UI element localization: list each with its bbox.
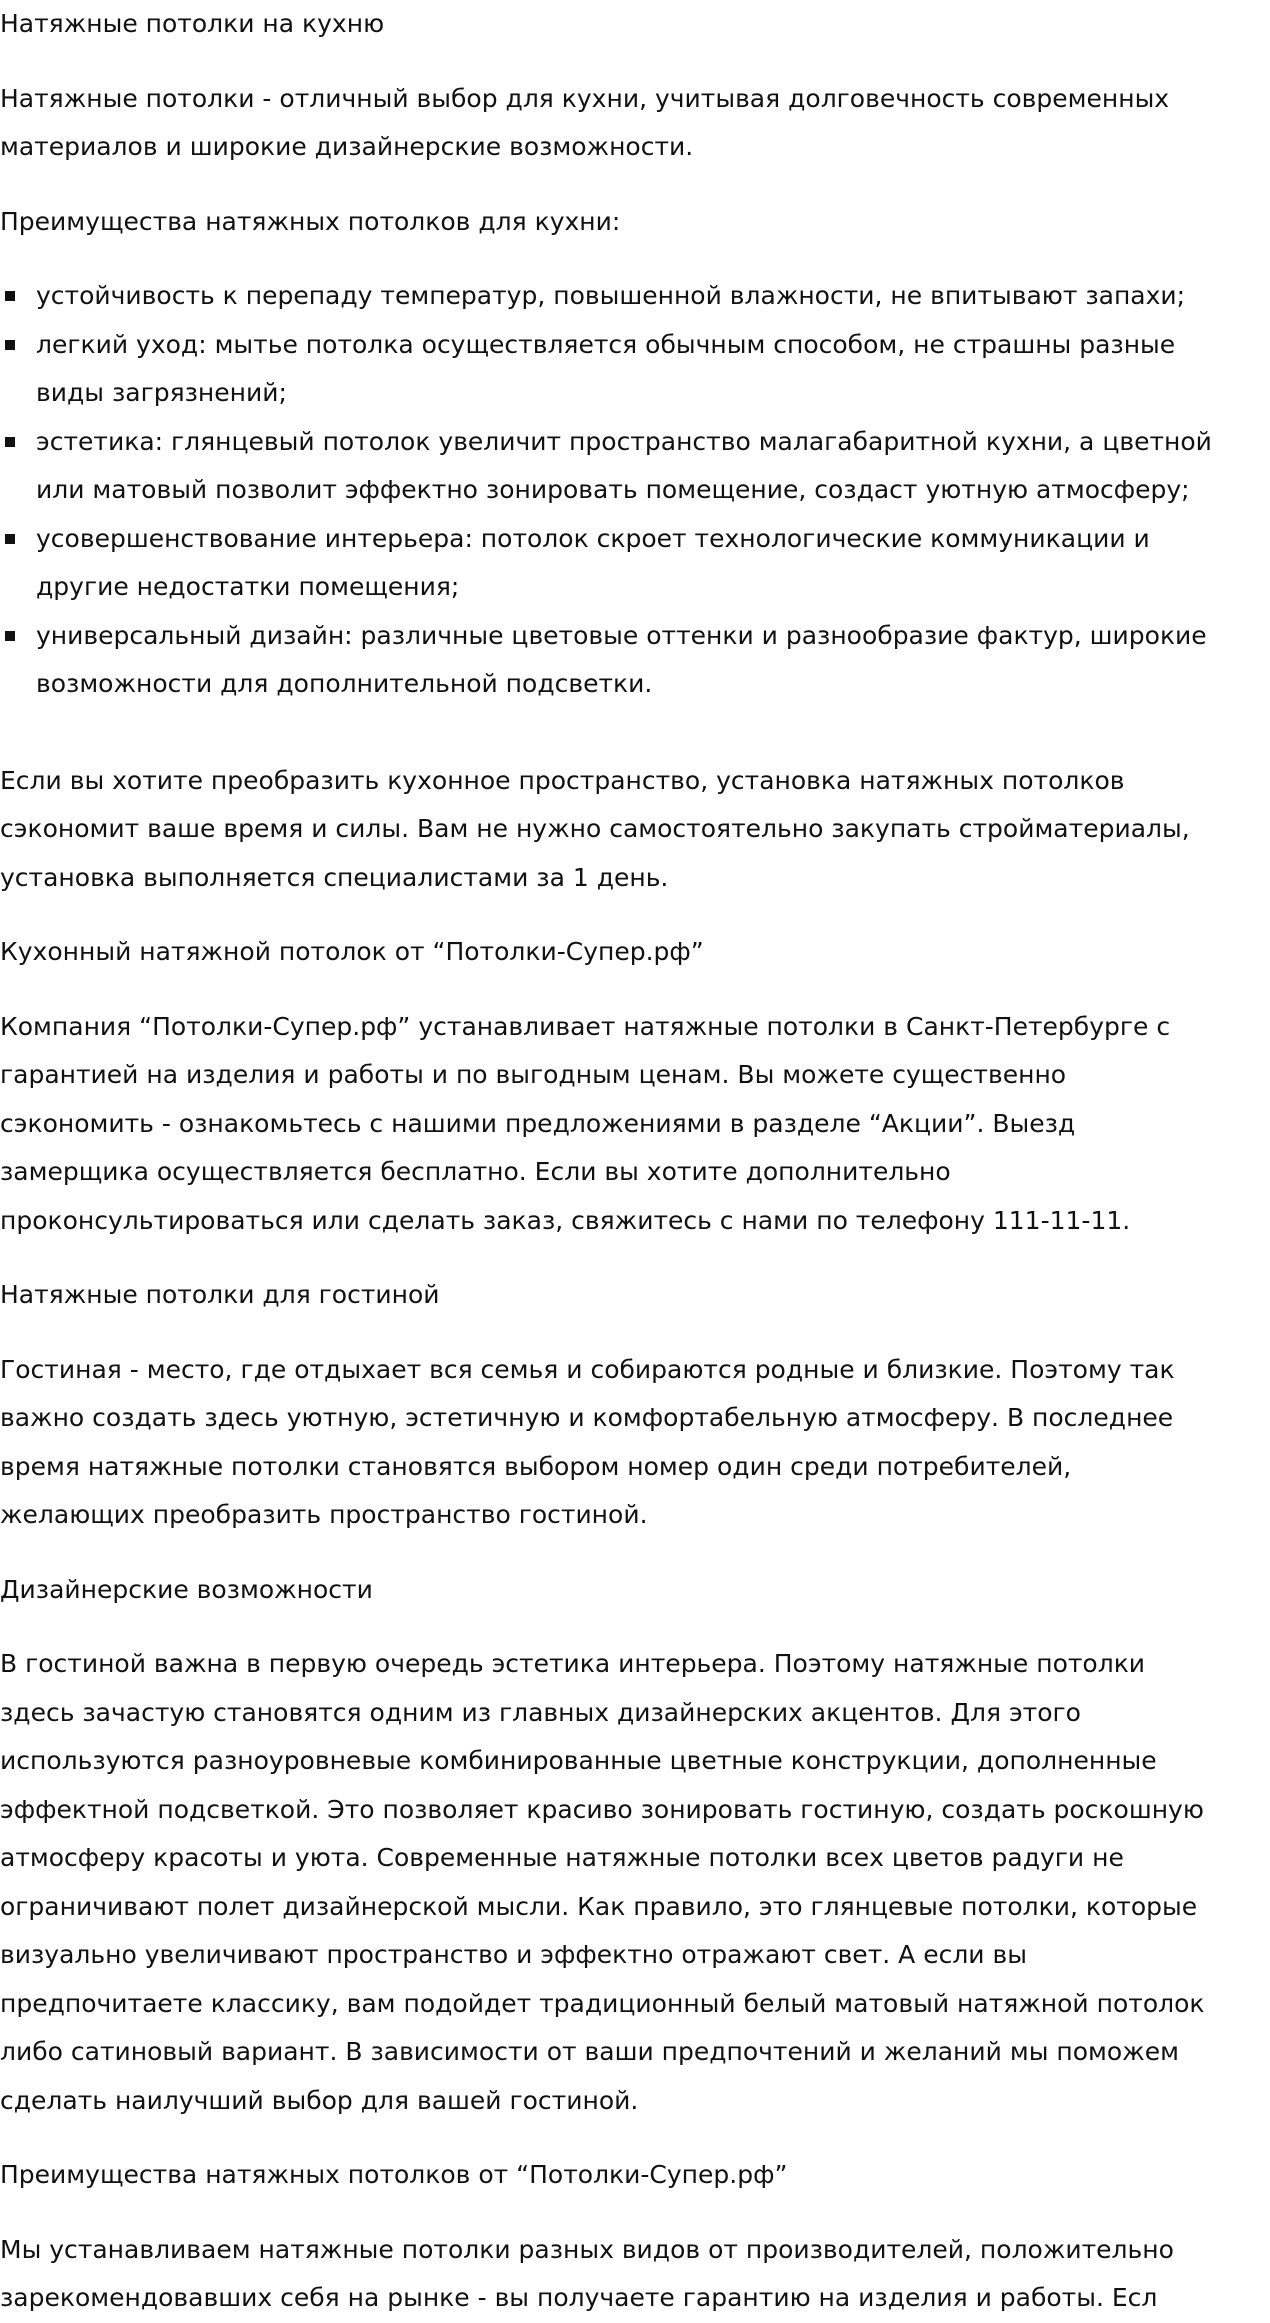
list-item: [0, 612, 1270, 709]
paragraph-line: зарекомендовавших себя на рынке - вы получаете гарантию на изделия и работы. Есл: [0, 2283, 1158, 2312]
list-item: [0, 418, 1270, 515]
list-item-line: усовершенствование интерьера: потолок скроет технологические коммуникации и: [36, 523, 1150, 553]
list-item-line: устойчивость к перепаду температур, повышенной влажности, не впитывают запахи;: [36, 281, 1186, 310]
design-heading: Дизайнерские возможности: [0, 1574, 373, 1604]
company-paragraph: [0, 1003, 1270, 1246]
paragraph-line: Гостиная - место, где отдыхает вся семья и собираются родные и близкие. Поэтому так: [0, 1354, 1175, 1384]
paragraph-line: эффектной подсветкой. Это позволяет красиво зонировать гостиную, создать роскошную: [0, 1794, 1204, 1824]
list-item: [0, 515, 1270, 612]
paragraph-line: важно создать здесь уютную, эстетичную и комфортабельную атмосферу. В последнее: [0, 1403, 1174, 1432]
list-item-line: или матовый позволит эффектно зонировать помещение, создаст уютную атмосферу;: [36, 475, 1190, 504]
paragraph-line: атмосферу красоты и уюта. Современные натяжные потолки всех цветов радуги не: [0, 1843, 1124, 1872]
paragraph-line: либо сатиновый вариант. В зависимости от ваши предпочтений и желаний мы поможем: [0, 2037, 1179, 2066]
paragraph-line: сделать наилучший выбор для вашей гостиной.: [0, 2085, 639, 2115]
paragraph-line: предпочитаете классику, вам подойдет традиционный белый матовый натяжной потолок: [0, 1988, 1205, 2018]
paragraph-line: В гостиной важна в первую очередь эстетика интерьера. Поэтому натяжные потолки: [0, 1649, 1146, 1678]
intro-line: Натяжные потолки - отличный выбор для кухни, учитывая долговечность современных: [0, 83, 1170, 113]
paragraph-line: визуально увеличивают пространство и эффектно отражают свет. А если вы: [0, 1940, 1027, 1969]
list-item-line: легкий уход: мытье потолка осуществляется обычным способом, не страшны разные: [36, 329, 1176, 359]
paragraph-line: Если вы хотите преобразить кухонное пространство, установка натяжных потолков: [0, 765, 1125, 795]
company-advantages-heading: Преимущества натяжных потолков от “Потолки-Супер.рф”: [0, 2160, 788, 2189]
list-item-line: виды загрязнений;: [36, 378, 287, 407]
transform-paragraph: [0, 757, 1270, 903]
list-item: [0, 321, 1270, 418]
company-heading: Кухонный натяжной потолок от “Потолки-Супер.рф”: [0, 937, 704, 966]
intro-paragraph: [0, 75, 1270, 172]
bullet-square-icon: [5, 631, 15, 641]
advantages-heading: Преимущества натяжных потолков для кухни:: [0, 206, 621, 236]
list-item: [0, 272, 1270, 321]
company-advantages-paragraph: [0, 2226, 1270, 2323]
design-paragraph: [0, 1640, 1270, 2125]
bullet-square-icon: [5, 437, 15, 447]
paragraph-line: желающих преобразить пространство гостиной.: [0, 1500, 648, 1529]
paragraph-line: время натяжные потолки становятся выбором номер один среди потребителей,: [0, 1451, 1072, 1481]
bullet-square-icon: [5, 534, 15, 544]
living-room-heading: Натяжные потолки для гостиной: [0, 1280, 440, 1309]
paragraph-line: проконсультироваться или сделать заказ, свяжитесь с нами по телефону 111-11-11.: [0, 1205, 1131, 1235]
paragraph-line: здесь зачастую становятся одним из главных дизайнерских акцентов. Для этого: [0, 1697, 1081, 1727]
paragraph-line: гарантией на изделия и работы и по выгодным ценам. Вы можете существенно: [0, 1060, 1067, 1089]
list-item-line: универсальный дизайн: различные цветовые оттенки и разнообразие фактур, широкие: [36, 620, 1207, 650]
paragraph-line: Компания “Потолки-Супер.рф” устанавливает натяжные потолки в Санкт-Петербурге с: [0, 1011, 1171, 1041]
list-item-line: возможности для дополнительной подсветки.: [36, 669, 653, 698]
kitchen-heading: Натяжные потолки на кухню: [0, 9, 385, 38]
paragraph-line: сэкономит ваше время и силы. Вам не нужно самостоятельно закупать стройматериалы,: [0, 814, 1190, 843]
paragraph-line: установка выполняется специалистами за 1 день.: [0, 862, 669, 892]
paragraph-line: Мы устанавливаем натяжные потолки разных видов от производителей, положительно: [0, 2234, 1174, 2264]
bullet-square-icon: [5, 340, 15, 350]
bullet-square-icon: [5, 291, 15, 301]
paragraph-line: сэкономить - ознакомьтесь с нашими предложениями в разделе “Акции”. Выезд: [0, 1108, 1076, 1138]
list-item-line: эстетика: глянцевый потолок увеличит пространство малагабаритной кухни, а цветной: [36, 426, 1212, 456]
intro-line: материалов и широкие дизайнерские возможности.: [0, 132, 694, 161]
paragraph-line: ограничивают полет дизайнерской мысли. Как правило, это глянцевые потолки, которые: [0, 1891, 1198, 1921]
paragraph-line: используются разноуровневые комбинированные цветные конструкции, дополненные: [0, 1746, 1157, 1775]
advantages-list: [0, 272, 1270, 709]
living-room-paragraph: [0, 1346, 1270, 1540]
paragraph-line: замерщика осуществляется бесплатно. Если вы хотите дополнительно: [0, 1157, 951, 1186]
list-item-line: другие недостатки помещения;: [36, 572, 460, 601]
